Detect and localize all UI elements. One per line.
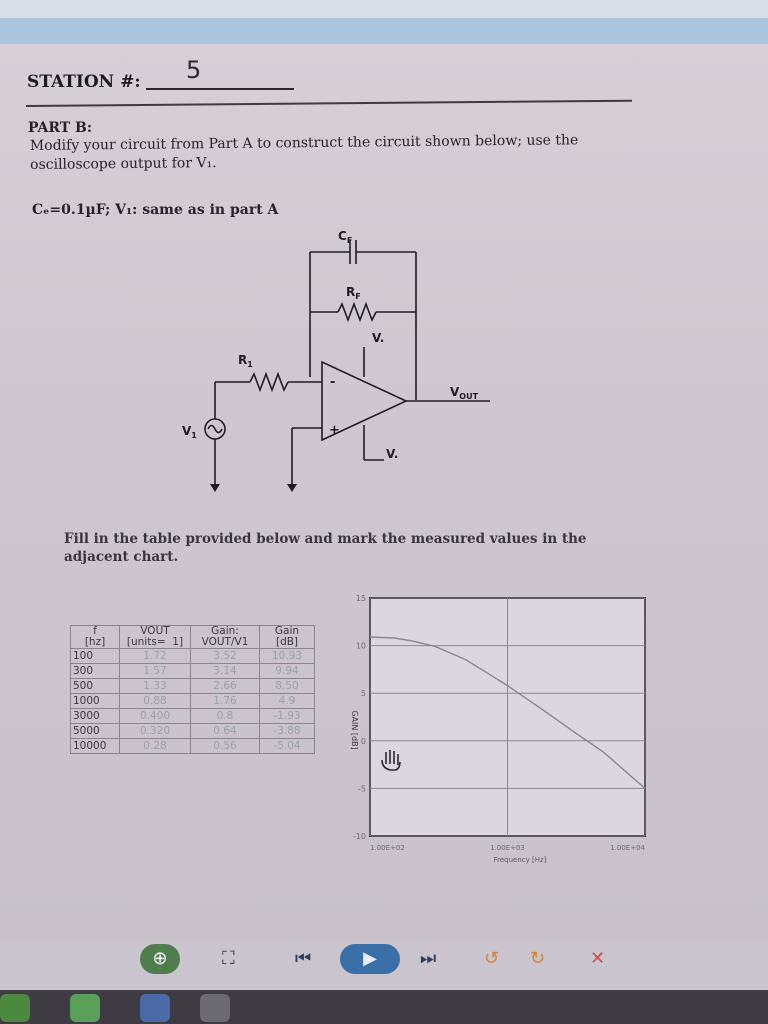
y-tick-label: 0	[360, 736, 366, 746]
table-cell-f: 10000	[71, 739, 120, 754]
taskbar-app-icon[interactable]	[200, 994, 230, 1022]
table-cell-vout: 1.57	[120, 664, 191, 679]
rf-label: $R_F$	[346, 285, 361, 301]
table-cell-vout: 1.33	[120, 679, 191, 694]
rotate-right-icon[interactable]: ↻	[530, 948, 546, 969]
delete-icon[interactable]: ✕	[590, 948, 606, 969]
table-cell-gain: 1.76	[191, 694, 260, 709]
monitor-top-edge	[0, 0, 768, 44]
x-tick-label: 1.00E+02	[370, 844, 405, 852]
table-header-cell: Gain [dB]	[260, 626, 315, 649]
table-row	[71, 739, 315, 754]
given-values: Cₑ=0.1µF; V₁: same as in part A	[32, 202, 279, 218]
table-row	[71, 679, 315, 694]
noninverting-input-sign: +	[329, 423, 340, 438]
part-b-instruction: Modify your circuit from Part A to construct the circuit shown below; use the oscilloscope output for V₁.	[29, 132, 579, 173]
table-instruction: Fill in the table provided below and mark the measured values in the adjacent chart.	[64, 531, 587, 565]
zoom-icon[interactable]: ⊕	[140, 944, 180, 974]
measurement-table	[70, 625, 315, 754]
part-b-title: PART B:	[28, 120, 93, 136]
inverting-input-sign: -	[330, 375, 336, 390]
table-cell-db: 10.93	[260, 649, 315, 664]
x-tick-labels	[370, 844, 646, 852]
v1-label: $V_1$	[182, 424, 197, 440]
table-cell-f: 500	[71, 679, 120, 694]
y-tick-label: -10	[352, 832, 366, 841]
table-cell-gain: 3.14	[191, 664, 260, 679]
y-tick-label: 10	[355, 641, 366, 651]
y-axis-label: GAIN [dB]	[350, 710, 359, 750]
table-cell-db: 8.50	[260, 679, 315, 694]
table-cell-vout: 1.72	[120, 649, 191, 664]
table-cell-vout: 0.400	[120, 709, 191, 724]
table-cell-vout: 0.28	[120, 739, 191, 754]
table-cell-gain: 2.66	[191, 679, 260, 694]
station-value: 5	[186, 56, 202, 84]
taskbar-app-icon[interactable]	[70, 994, 100, 1022]
slideshow-icon[interactable]: ▶	[340, 944, 400, 974]
table-header-cell: VOUT [units= 1]	[120, 626, 191, 649]
table-row	[71, 664, 315, 679]
word-app-icon[interactable]	[140, 994, 170, 1022]
table-cell-vout: 0.88	[120, 694, 191, 709]
y-tick-label: 15	[355, 594, 366, 603]
start-button[interactable]	[0, 994, 30, 1022]
table-cell-gain: 0.64	[191, 724, 260, 739]
station-label: STATION #:	[27, 72, 141, 92]
table-header-row	[71, 626, 315, 649]
table-cell-db: 9.94	[260, 664, 315, 679]
table-header-cell: f [hz]	[71, 626, 120, 649]
photo-viewer-toolbar	[0, 940, 768, 990]
v-plus-supply-label: V.	[372, 331, 385, 345]
table-cell-db: -1.93	[260, 709, 315, 724]
y-tick-label: 5	[360, 689, 366, 699]
r1-label: $R_1$	[238, 353, 253, 369]
os-taskbar	[0, 990, 768, 1024]
y-tick-label: -5	[358, 784, 366, 794]
table-cell-f: 1000	[71, 694, 120, 709]
table-cell-gain: 0.56	[191, 739, 260, 754]
table-cell-db: -3.88	[260, 724, 315, 739]
table-cell-f: 100	[71, 649, 120, 664]
table-row	[71, 709, 315, 724]
cf-label: $C_F$	[338, 229, 353, 245]
table-cell-f: 300	[71, 664, 120, 679]
x-tick-label: 1.00E+03	[490, 844, 525, 852]
next-icon[interactable]: ⏭	[420, 948, 437, 969]
table-cell-db: -5.04	[260, 739, 315, 754]
rotate-left-icon[interactable]: ↺	[484, 948, 500, 969]
table-row	[71, 649, 315, 664]
table-cell-f: 3000	[71, 709, 120, 724]
table-cell-f: 5000	[71, 724, 120, 739]
table-row	[71, 724, 315, 739]
x-axis-label: Frequency [Hz]	[493, 856, 547, 864]
previous-icon[interactable]: ⏮	[295, 948, 312, 969]
table-cell-db: 4.9	[260, 694, 315, 709]
v-minus-supply-label: V.	[386, 447, 399, 461]
table-header-cell: Gain: VOUT/V1	[191, 626, 260, 649]
op-amp-circuit-diagram	[170, 222, 510, 502]
vout-label: $V_{OUT}$	[450, 385, 479, 401]
table-cell-gain: 3.52	[191, 649, 260, 664]
x-tick-label: 1.00E+04	[610, 844, 645, 852]
table-cell-vout: 0.320	[120, 724, 191, 739]
gain-chart	[330, 590, 680, 880]
table-body	[71, 649, 315, 754]
table-cell-gain: 0.8	[191, 709, 260, 724]
table-row	[71, 694, 315, 709]
fit-screen-icon[interactable]: ⛶	[222, 948, 235, 969]
station-underline	[146, 88, 294, 90]
